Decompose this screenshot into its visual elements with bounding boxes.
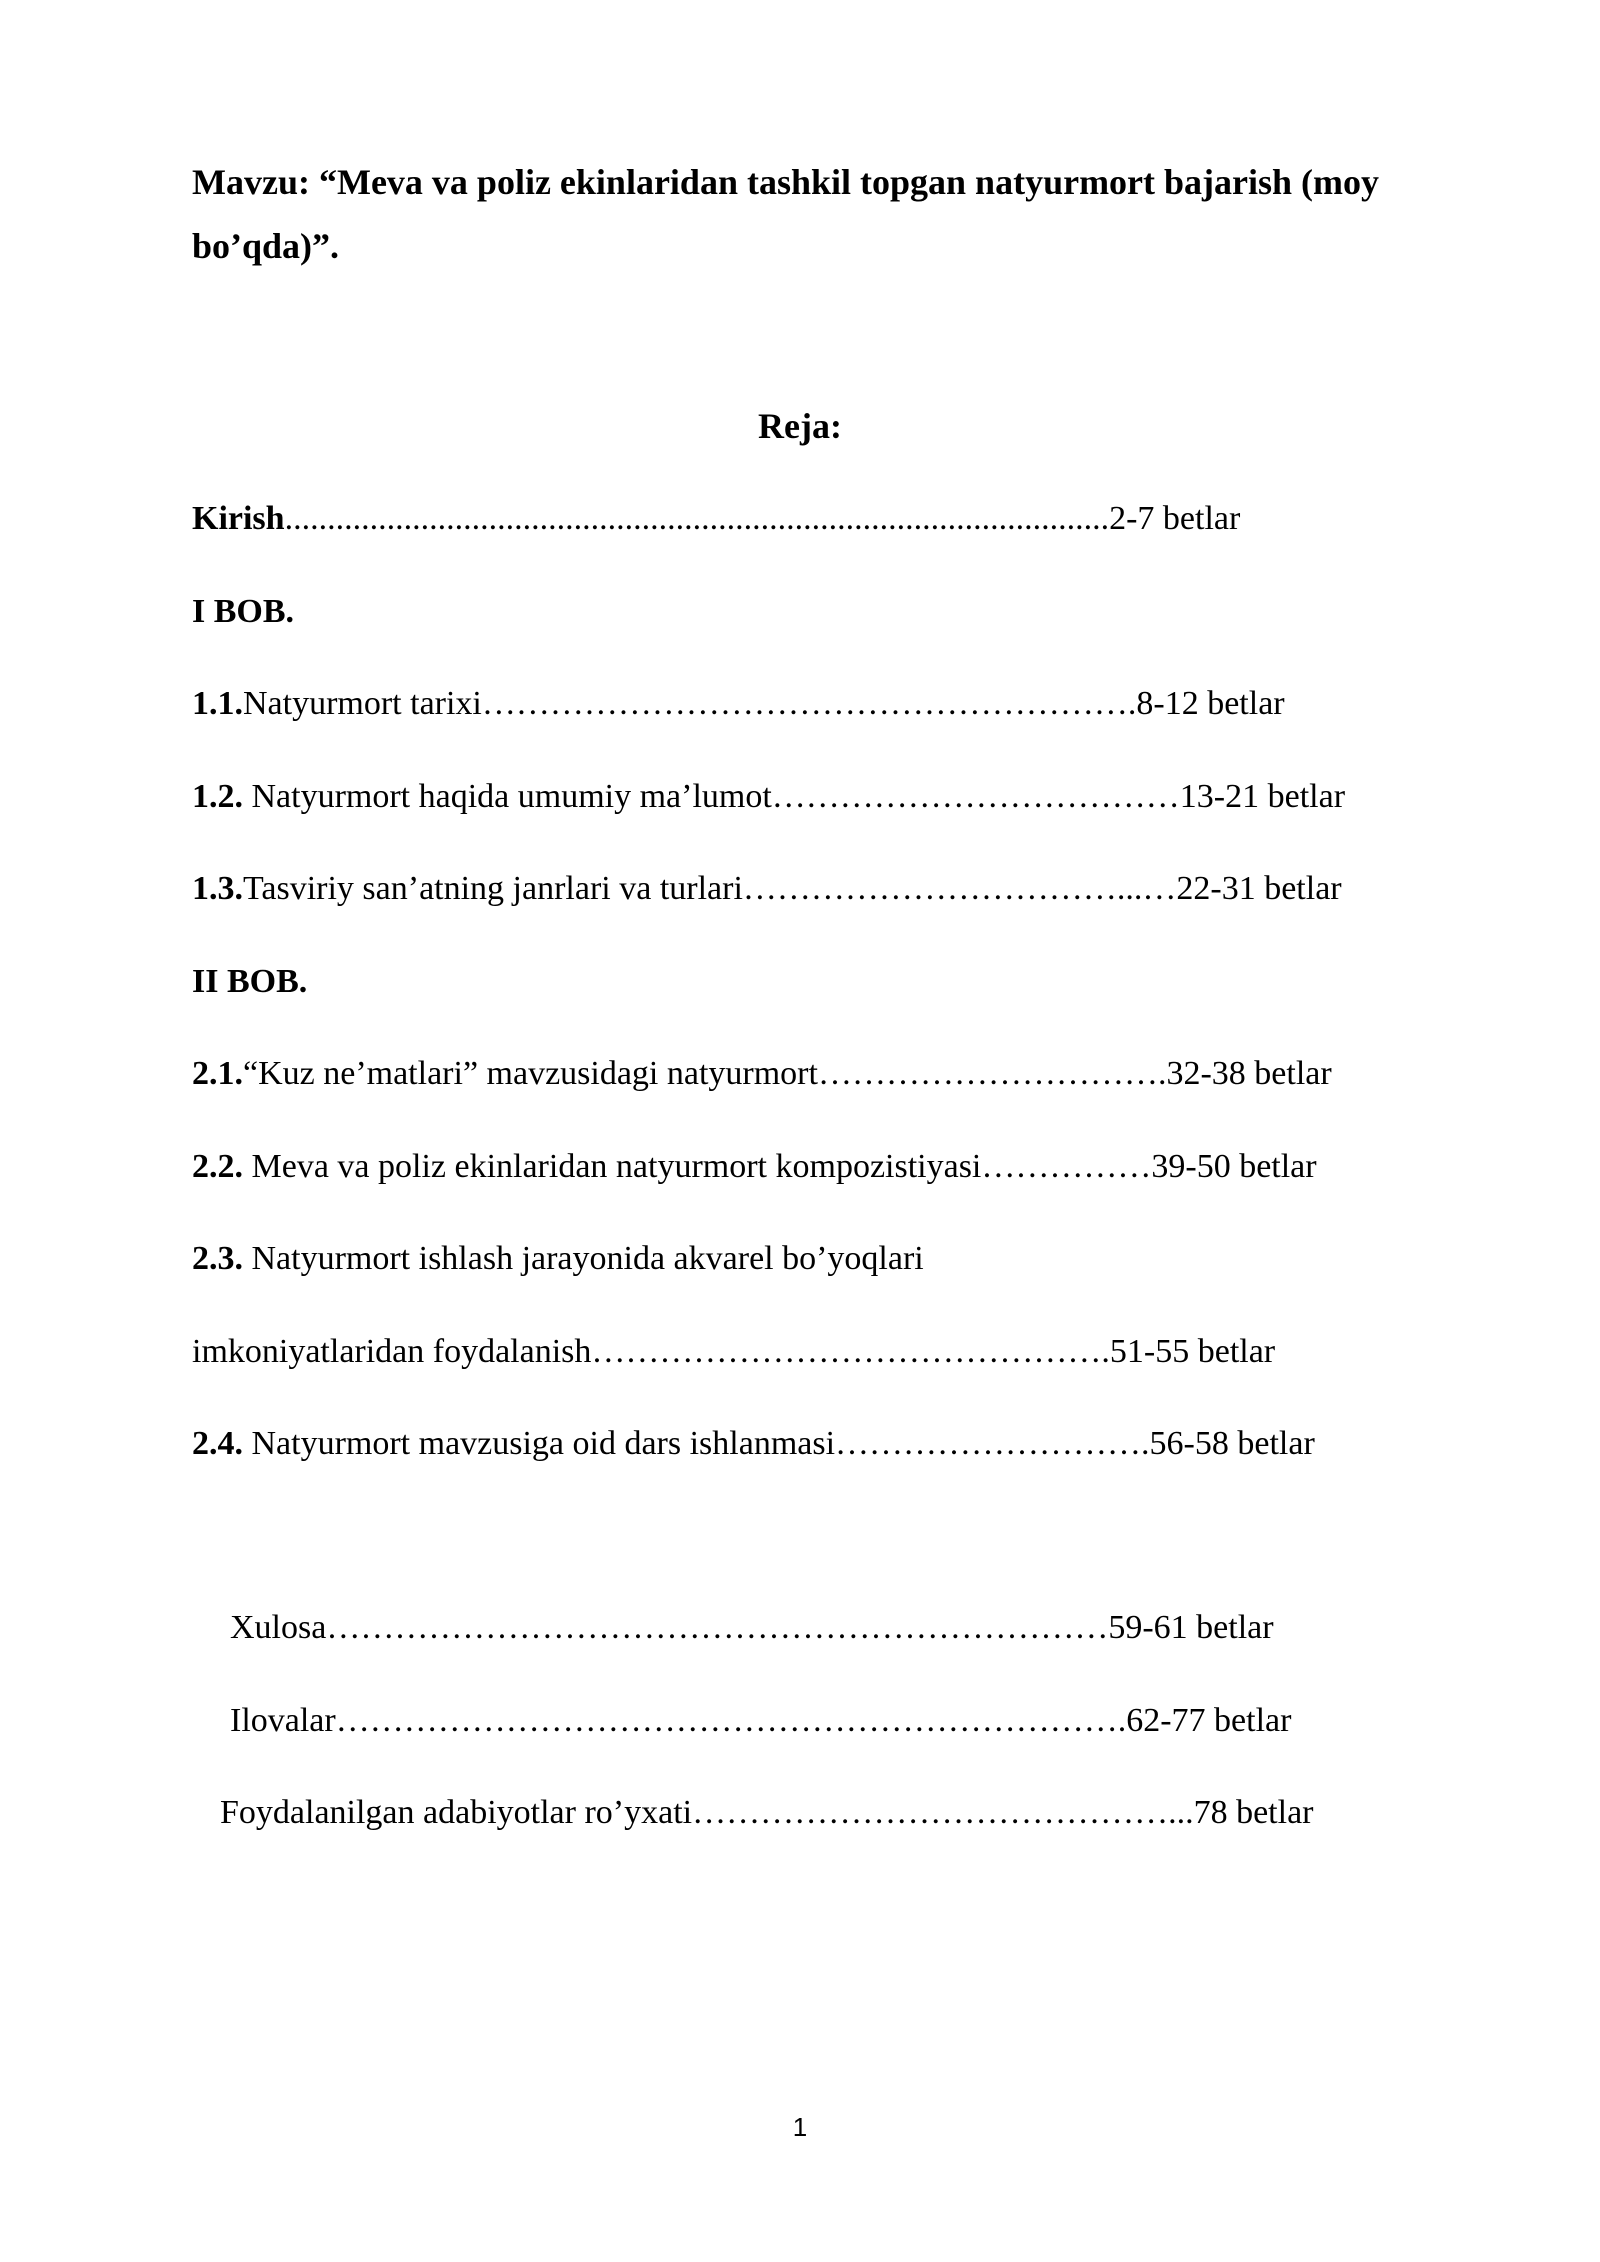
toc-page-range: 51-55 betlar [1109, 1333, 1276, 1370]
toc-entry-1-1 [192, 682, 1285, 726]
toc-leader: ................................................................................................. [284, 500, 1110, 537]
toc-entry-text: imkoniyatlaridan foydalanish………………………………………. [192, 1333, 1110, 1370]
toc-page-range: 56-58 betlar [1149, 1425, 1315, 1462]
page-number: 1 [792, 2112, 808, 2142]
toc-entry-number: 2.3. [192, 1240, 243, 1277]
toc-entry-text: Natyurmort ishlash jarayonida akvarel bo’yoqlari [243, 1240, 924, 1277]
toc-page-range: 32-38 betlar [1166, 1055, 1332, 1092]
toc-entry-kirish [192, 497, 1240, 541]
toc-page-range: 39-50 betlar [1151, 1148, 1317, 1185]
toc-entry-label: Kirish [192, 500, 285, 537]
toc-entry-ilovalar [230, 1699, 1291, 1743]
toc-entry-number: 2.4. [192, 1425, 243, 1462]
toc-entry-text: Meva va poliz ekinlaridan natyurmort kompozistiyasi…………… [243, 1148, 1152, 1185]
toc-entry-2-3-continued [192, 1330, 1275, 1374]
toc-page-range: 78 betlar [1193, 1794, 1314, 1831]
toc-entry-adabiyotlar [220, 1791, 1314, 1835]
document-title: Mavzu: “Meva va poliz ekinlaridan tashkil topgan natyurmort bajarish (moy bo’qda)”. [192, 162, 1380, 266]
toc-entry-2-3 [192, 1237, 924, 1281]
toc-page-range: 62-77 betlar [1126, 1702, 1292, 1739]
toc-entry-number: 1.1. [192, 685, 243, 722]
toc-entry-1-2 [192, 775, 1345, 819]
toc-entry-text: Natyurmort tarixi…………………………………………………. [243, 685, 1137, 722]
toc-entry-text: Ilovalar……………………………………………………………. [230, 1702, 1127, 1739]
toc-entry-text: Natyurmort mavzusiga oid dars ishlanmasi………………………. [243, 1425, 1150, 1462]
chapter-2-heading: II BOB. [192, 963, 308, 1000]
toc-entry-xulosa [230, 1606, 1274, 1650]
chapter-1-heading: I BOB. [192, 593, 295, 630]
toc-entry-number: 2.2. [192, 1148, 243, 1185]
toc-entry-text: Tasviriy san’atning janrlari va turlari……………………………...… [243, 870, 1177, 907]
toc-page-range: 22-31 betlar [1176, 870, 1342, 907]
toc-entry-2-2 [192, 1145, 1317, 1189]
toc-entry-number: 1.2. [192, 778, 243, 815]
toc-entry-2-4 [192, 1422, 1315, 1466]
toc-page-range: 13-21 betlar [1179, 778, 1346, 815]
toc-entry-text: Natyurmort haqida umumiy ma’lumot……………………………… [243, 778, 1180, 815]
toc-entry-text: Xulosa…………………………………………………………… [230, 1609, 1109, 1646]
plan-heading: Reja: [758, 406, 842, 446]
toc-page-range: 59-61 betlar [1108, 1609, 1274, 1646]
toc-entry-text: “Kuz ne’matlari” mavzusidagi natyurmort…………………………. [243, 1055, 1167, 1092]
toc-entry-number: 1.3. [192, 870, 243, 907]
toc-page-range: 2-7 betlar [1109, 500, 1241, 537]
toc-entry-text: Foydalanilgan adabiyotlar ro’yxati……………………………………... [220, 1794, 1194, 1831]
toc-page-range: 8-12 betlar [1136, 685, 1285, 722]
toc-entry-number: 2.1. [192, 1055, 243, 1092]
toc-entry-1-3 [192, 867, 1342, 911]
toc-entry-2-1 [192, 1052, 1332, 1096]
